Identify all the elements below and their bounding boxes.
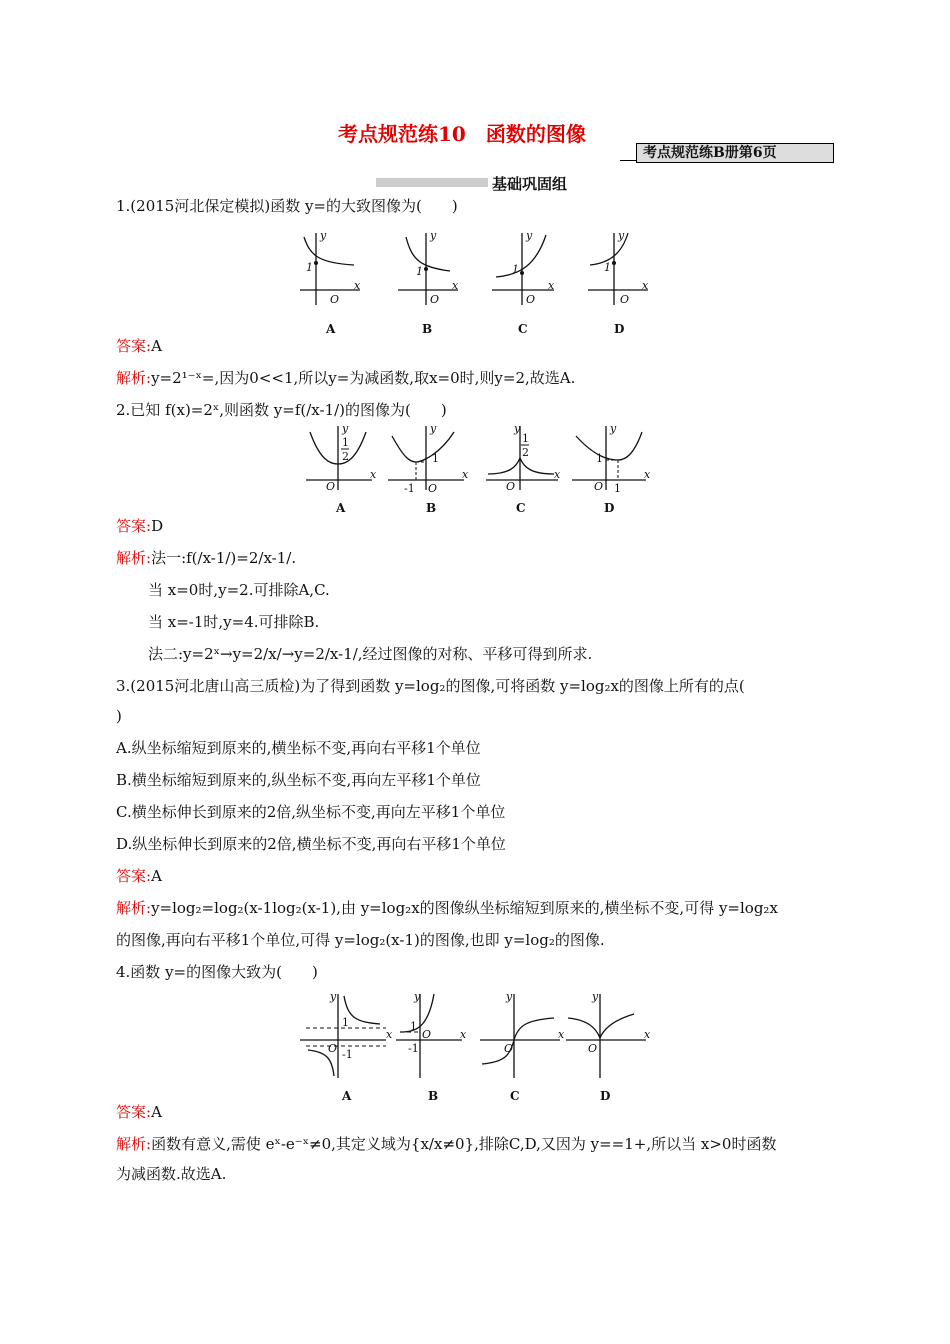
q2-c-half-num: 1 <box>522 432 529 445</box>
q2-a-half-den: 2 <box>342 450 349 463</box>
q2-d-x-label: x <box>644 468 651 481</box>
q1-a-y-label: y <box>320 229 327 242</box>
q2-label-c: C <box>516 501 526 515</box>
q1-d-one: 1 <box>604 261 611 274</box>
q4-d-y-label: y <box>592 990 599 1003</box>
q4-d-x-label: x <box>644 1028 651 1041</box>
q4-label-d: D <box>600 1089 611 1103</box>
q2-c-y-label: y <box>514 422 521 435</box>
q4-a-one: 1 <box>342 1016 349 1029</box>
q4-c-x-label: x <box>558 1028 565 1041</box>
q4-b-x-label: x <box>460 1028 467 1041</box>
q4-c-origin: O <box>504 1042 514 1055</box>
q4-b-y-label: y <box>414 990 421 1003</box>
q3-stem-1: 3.(2015河北唐山高三质检)为了得到函数 y=log₂的图像,可将函数 y=log₂x的图像上所有的点( <box>116 677 745 695</box>
q2-analysis-4: 法二:y=2ˣ→y=2/x/→y=2/x-1/,经过图像的对称、平移可得到所求. <box>148 645 593 663</box>
q3-analysis-2: 的图像,再向右平移1个单位,可得 y=log₂(x-1)的图像,也即 y=log₂的图像. <box>116 931 605 949</box>
q2-label-a: A <box>336 501 346 515</box>
q4-graphs <box>296 988 666 1104</box>
q1-b-x-label: x <box>452 279 459 292</box>
q1-d-y-label: y <box>618 229 625 242</box>
q1-c-one: 1 <box>512 263 519 276</box>
q2-a-origin: O <box>326 480 336 493</box>
q1-label-c: C <box>518 322 528 336</box>
q2-b-neg-one: -1 <box>404 482 415 495</box>
header-rule <box>620 160 636 161</box>
q1-b-origin: O <box>430 293 440 306</box>
book-tag: 考点规范练B册第6页 <box>636 143 834 163</box>
q2-a-x-label: x <box>370 468 377 481</box>
q1-answer: 答案:A <box>116 337 162 355</box>
section-title: 基础巩固组 <box>492 175 568 193</box>
q1-c-origin: O <box>526 293 536 306</box>
q1-c-y-label: y <box>526 229 533 242</box>
q2-d-y-label: y <box>610 422 617 435</box>
q1-c-x-label: x <box>548 279 555 292</box>
q1-label-a: A <box>326 322 336 336</box>
q4-d-origin: O <box>588 1042 598 1055</box>
q1-d-x-label: x <box>642 279 649 292</box>
q4-c-y-label: y <box>506 990 513 1003</box>
q1-b-y-label: y <box>430 229 437 242</box>
q4-a-origin: O <box>328 1042 338 1055</box>
q1-a-x-label: x <box>354 279 361 292</box>
q4-b-neg-one: -1 <box>408 1042 419 1055</box>
q1-stem: 1.(2015河北保定模拟)函数 y=的大致图像为( ) <box>116 197 458 215</box>
q4-answer: 答案:A <box>116 1103 162 1121</box>
q4-analysis-1: 解析:函数有意义,需使 eˣ-e⁻ˣ≠0,其定义域为{x/x≠0},排除C,D,又因为 y==1+,所以当 x>0时函数 <box>116 1135 777 1153</box>
q2-a-y-label: y <box>342 422 349 435</box>
q2-analysis-2: 当 x=0时,y=2.可排除A,C. <box>148 581 330 599</box>
q2-analysis-1: 解析:法一:f(/x-1/)=2/x-1/. <box>116 549 297 567</box>
q2-b-one: 1 <box>432 452 439 465</box>
q2-stem: 2.已知 f(x)=2ˣ,则函数 y=f(/x-1/)的图像为( ) <box>116 401 447 419</box>
q2-label-d: D <box>604 501 615 515</box>
q2-a-half-num: 1 <box>342 436 349 449</box>
q4-b-one: 1 <box>410 1020 417 1033</box>
q4-stem: 4.函数 y=的图像大致为( ) <box>116 963 318 981</box>
q4-analysis-2: 为减函数.故选A. <box>116 1165 227 1183</box>
q4-a-x-label: x <box>386 1028 393 1041</box>
q4-label-a: A <box>342 1089 352 1103</box>
q2-c-x-label: x <box>554 468 561 481</box>
q2-graphs <box>300 422 660 518</box>
q2-c-half-den: 2 <box>522 446 529 459</box>
q1-d-origin: O <box>620 293 630 306</box>
q1-label-b: B <box>422 322 433 336</box>
q3-answer: 答案:A <box>116 867 162 885</box>
q4-label-c: C <box>510 1089 520 1103</box>
q2-analysis-3: 当 x=-1时,y=4.可排除B. <box>148 613 320 631</box>
q3-stem-2: ) <box>116 707 122 725</box>
q2-d-one: 1 <box>596 452 603 465</box>
q3-option-d: D.纵坐标伸长到原来的2倍,横坐标不变,再向右平移1个单位 <box>116 835 506 853</box>
q4-a-neg-one: -1 <box>342 1048 353 1061</box>
q3-option-b: B.横坐标缩短到原来的,纵坐标不变,再向左平移1个单位 <box>116 771 481 789</box>
q1-label-d: D <box>614 322 625 336</box>
q4-b-origin: O <box>422 1028 432 1041</box>
q2-answer: 答案:D <box>116 517 164 535</box>
q2-b-x-label: x <box>462 468 469 481</box>
q2-b-y-label: y <box>430 422 437 435</box>
q1-b-one: 1 <box>416 265 423 278</box>
section-bar <box>376 178 488 187</box>
q1-graphs <box>290 225 670 340</box>
q2-d-origin: O <box>594 480 604 493</box>
q3-option-c: C.横坐标伸长到原来的2倍,纵坐标不变,再向左平移1个单位 <box>116 803 506 821</box>
q3-analysis-1: 解析:y=log₂=log₂(x-1log₂(x-1),由 y=log₂x的图像纵坐标缩短到原来的,横坐标不变,可得 y=log₂x <box>116 899 778 917</box>
q1-a-one: 1 <box>306 261 313 274</box>
q4-label-b: B <box>428 1089 439 1103</box>
page-title: 考点规范练10 函数的图像 <box>338 122 586 146</box>
q4-a-y-label: y <box>330 990 337 1003</box>
q1-analysis: 解析:y=2¹⁻ˣ=,因为0<<1,所以y=为减函数,取x=0时,则y=2,故选A. <box>116 369 576 387</box>
q2-b-origin: O <box>428 482 438 495</box>
q2-label-b: B <box>426 501 437 515</box>
q2-c-origin: O <box>506 480 516 493</box>
q2-d-one-x: 1 <box>614 482 621 495</box>
q3-option-a: A.纵坐标缩短到原来的,横坐标不变,再向右平移1个单位 <box>116 739 481 757</box>
q1-a-origin: O <box>330 293 340 306</box>
